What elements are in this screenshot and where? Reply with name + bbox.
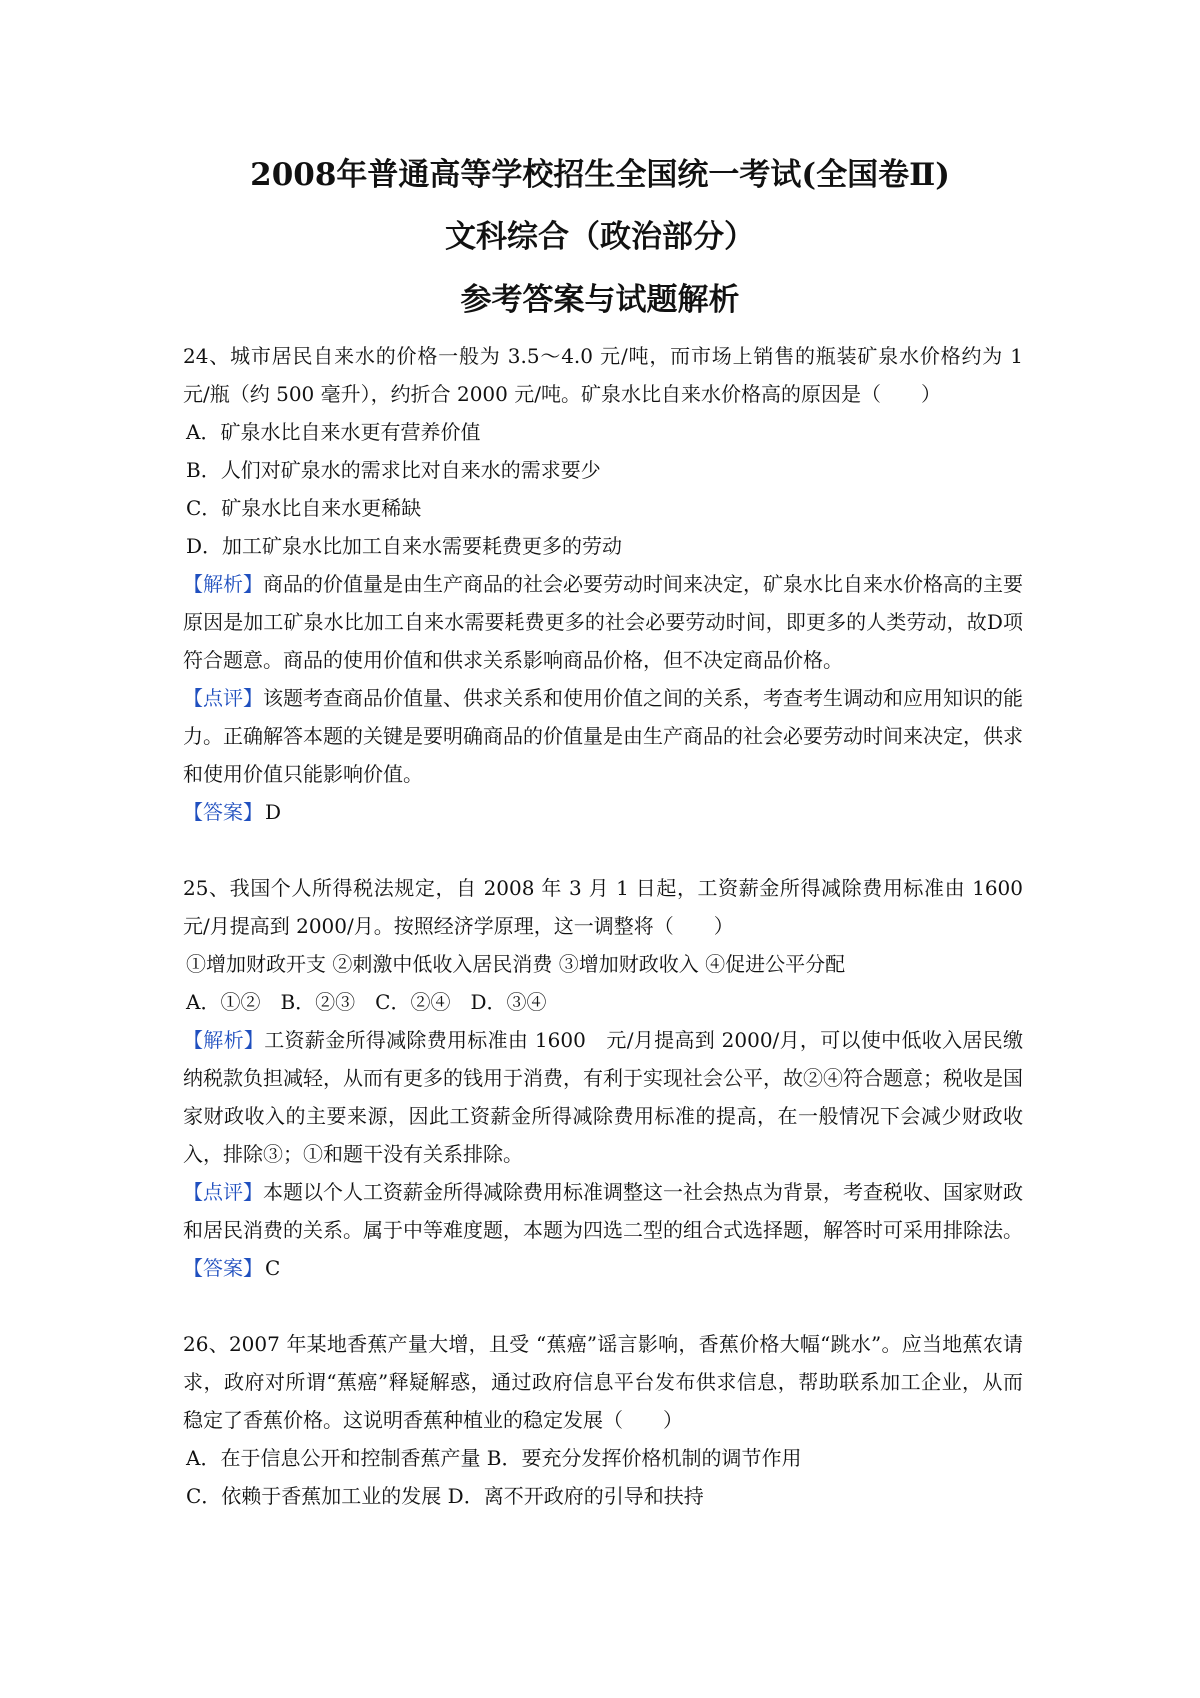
question-stem: 26、2007 年某地香蕉产量大增，且受 “蕉癌”谣言影响，香蕉价格大幅“跳水”。应当地蕉农请求，政府对所谓“蕉癌”释疑解惑，通过政府信息平台发布供求信息，帮助联系加工企业，从而稳定了香蕉价格。这说明香蕉种植业的稳定发展（ ）	[183, 1332, 1023, 1432]
question-25	[183, 869, 1043, 1287]
question-stem: 25、我国个人所得税法规定，自 2008 年 3 月 1 日起，工资薪金所得减除费用标准由 1600 元/月提高到 2000/月。按照经济学原理，这一调整将（ ）	[183, 876, 1043, 938]
analysis-paragraph	[183, 1021, 1023, 1173]
option-cd: C．依赖于香蕉加工业的发展 D．离不开政府的引导和扶持	[186, 1484, 704, 1508]
exam-title: 2008年普通高等学校招生全国统一考试(全国卷Ⅱ)	[250, 157, 950, 193]
option-b: B．人们对矿泉水的需求比对自来水的需求要少	[186, 458, 601, 482]
option-statements: ①增加财政开支 ②刺激中低收入居民消费 ③增加财政收入 ④促进公平分配	[186, 952, 846, 976]
analysis-text: 商品的价值量是由生产商品的社会必要劳动时间来决定，矿泉水比自来水价格高的主要原因是加工矿泉水比加工自来水需要耗费更多的社会必要劳动时间，即更多的人类劳动，故D项符合题意。商品的使用价值和供求关系影响商品价格，但不决定商品价格。	[183, 572, 1023, 672]
comment-text: 该题考查商品价值量、供求关系和使用价值之间的关系，考查考生调动和应用知识的能力。正确解答本题的关键是要明确商品的价值量是由生产商品的社会必要劳动时间来决定，供求和使用价值只能影响价值。	[183, 686, 1023, 786]
option-a: A．矿泉水比自来水更有营养价值	[186, 420, 481, 444]
analysis-paragraph	[183, 565, 1023, 679]
option-choices: A．①② B．②③ C．②④ D．③④	[186, 990, 547, 1014]
analysis-text: 工资薪金所得减除费用标准由 1600 元/月提高到 2000/月，可以使中低收入居民缴纳税款负担减轻，从而有更多的钱用于消费，有利于实现社会公平，故②④符合题意；税收是国家财政收入的主要来源，因此工资薪金所得减除费用标准的提高，在一般情况下会减少财政收入，排除③；①和题干没有关系排除。	[183, 1028, 1023, 1166]
answer-label: 【答案】	[183, 1256, 263, 1280]
comment-label: 【点评】	[183, 1180, 263, 1204]
answer-paragraph	[183, 1249, 1023, 1287]
option-ab: A．在于信息公开和控制香蕉产量 B．要充分发挥价格机制的调节作用	[186, 1446, 802, 1470]
answer-value: D	[265, 800, 282, 824]
comment-paragraph	[183, 1173, 1023, 1249]
question-24	[183, 337, 1023, 831]
comment-label: 【点评】	[183, 686, 263, 710]
question-stem: 24、城市居民自来水的价格一般为 3.5～4.0 元/吨，而市场上销售的瓶装矿泉水价格约为 1 元/瓶（约 500 毫升），约折合 2000 元/吨。矿泉水比自来水价格高的原因是（ ）	[183, 344, 1023, 406]
question-list	[183, 337, 1043, 1515]
analysis-label: 【解析】	[183, 1028, 265, 1052]
analysis-label: 【解析】	[183, 572, 263, 596]
section-title: 参考答案与试题解析	[460, 282, 740, 318]
exam-subtitle: 文科综合（政治部分）	[445, 219, 755, 255]
question-26	[183, 1325, 1023, 1515]
option-c: C．矿泉水比自来水更稀缺	[186, 496, 422, 520]
answer-label: 【答案】	[183, 800, 263, 824]
answer-paragraph	[183, 793, 1023, 831]
comment-paragraph	[183, 679, 1023, 793]
option-d: D．加工矿泉水比加工自来水需要耗费更多的劳动	[186, 534, 623, 558]
comment-text: 本题以个人工资薪金所得减除费用标准调整这一社会热点为背景，考查税收、国家财政和居民消费的关系。属于中等难度题，本题为四选二型的组合式选择题，解答时可采用排除法。	[183, 1180, 1023, 1242]
answer-value: C	[265, 1256, 281, 1280]
